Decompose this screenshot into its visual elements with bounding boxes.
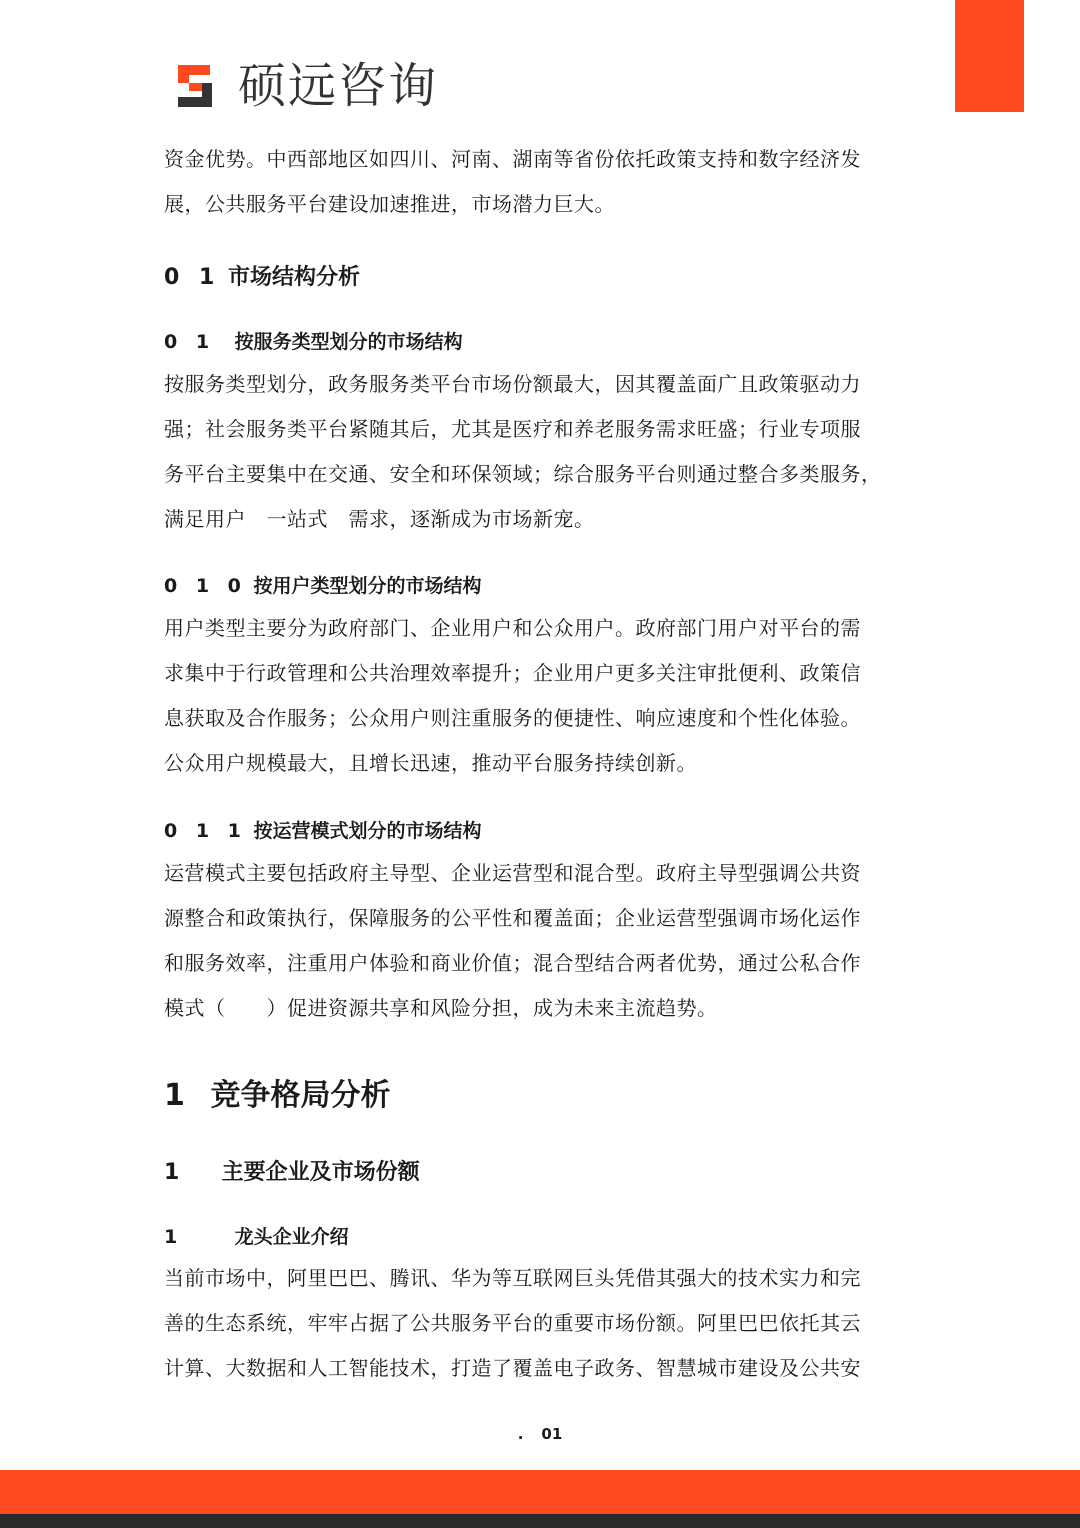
- subsection-heading-service-type: [164, 328, 463, 356]
- text-line: 计算、大数据和人工智能技术，打造了覆盖电子政务、智慧城市建设及公共安: [164, 1356, 861, 1380]
- text-line: 源整合和政策执行，保障服务的公平性和覆盖面；企业运营型强调市场化运作: [164, 906, 861, 930]
- footer-dark-strip: [0, 1514, 1080, 1528]
- subsection-number: 0 1: [164, 331, 216, 353]
- subsection-number: 0 1 1: [164, 820, 247, 842]
- text-line: 强；社会服务类平台紧随其后，尤其是医疗和养老服务需求旺盛；行业专项服: [164, 417, 861, 441]
- text-line: 展，公共服务平台建设加速推进，市场潜力巨大。: [164, 192, 615, 216]
- text-line: 务平台主要集中在交通、安全和环保领域；综合服务平台则通过整合多类服务，: [164, 462, 882, 486]
- text-line: 资金优势。中西部地区如四川、河南、湖南等省份依托政策支持和数字经济发: [164, 147, 861, 171]
- text-line: 按服务类型划分，政务服务类平台市场份额最大，因其覆盖面广且政策驱动力: [164, 372, 861, 396]
- subsection-title: 龙头企业介绍: [234, 1226, 349, 1248]
- text-line: 和服务效率，注重用户体验和商业价值；混合型结合两者优势，通过公私合作: [164, 951, 861, 975]
- page-number-value: 01: [541, 1425, 563, 1443]
- text-line: 当前市场中，阿里巴巴、腾讯、华为等互联网巨头凭借其强大的技术实力和完: [164, 1266, 861, 1290]
- subsection-title: 按用户类型划分的市场结构: [253, 575, 482, 597]
- text-line: 善的生态系统，牢牢占据了公共服务平台的重要市场份额。阿里巴巴依托其云: [164, 1311, 861, 1335]
- corner-accent-block: [955, 0, 1024, 112]
- chapter-number: 1: [164, 1078, 191, 1113]
- text-line: 公众用户规模最大，且增长迅速，推动平台服务持续创新。: [164, 751, 697, 775]
- subsection-number: 0 1 0: [164, 575, 247, 597]
- brand-logo: [176, 56, 438, 116]
- section-number: 0 1: [164, 265, 221, 290]
- subsection-title: 按服务类型划分的市场结构: [234, 331, 463, 353]
- text-line: 满足用户 一站式 需求，逐渐成为市场新宠。: [164, 507, 595, 531]
- section-heading-major-companies: [164, 1158, 420, 1188]
- text-line: 求集中于行政管理和公共治理效率提升；企业用户更多关注审批便利、政策信: [164, 661, 861, 685]
- subsection-number: 1: [164, 1226, 184, 1248]
- chapter-title: 竞争格局分析: [210, 1078, 391, 1113]
- section-title: 市场结构分析: [227, 265, 360, 290]
- section-number: 1: [164, 1160, 186, 1185]
- text-line: 运营模式主要包括政府主导型、企业运营型和混合型。政府主导型强调公共资: [164, 861, 861, 885]
- subsection-heading-operation-mode: [164, 817, 482, 845]
- leading-companies-paragraph: [164, 1256, 924, 1391]
- user-type-paragraph: [164, 606, 924, 786]
- brand-s-icon: [176, 61, 226, 111]
- text-line: 用户类型主要分为政府部门、企业用户和公众用户。政府部门用户对平台的需: [164, 616, 861, 640]
- section-heading-market: [164, 263, 360, 293]
- brand-name: 硕远咨询: [238, 58, 439, 114]
- subsection-heading-user-type: [164, 572, 482, 600]
- subsection-heading-leading-companies: [164, 1223, 349, 1251]
- service-type-paragraph: [164, 362, 924, 542]
- intro-paragraph: [164, 137, 924, 227]
- page-number: [0, 1423, 1080, 1445]
- footer-accent-bar: [0, 1470, 1080, 1514]
- page-number-dot: .: [517, 1425, 524, 1443]
- text-line: 模式（ ）促进资源共享和风险分担，成为未来主流趋势。: [164, 996, 718, 1020]
- subsection-title: 按运营模式划分的市场结构: [253, 820, 482, 842]
- operation-mode-paragraph: [164, 851, 924, 1031]
- text-line: 息获取及合作服务；公众用户则注重服务的便捷性、响应速度和个性化体验。: [164, 706, 861, 730]
- section-title: 主要企业及市场份额: [221, 1160, 420, 1185]
- chapter-heading-competition: [164, 1076, 390, 1116]
